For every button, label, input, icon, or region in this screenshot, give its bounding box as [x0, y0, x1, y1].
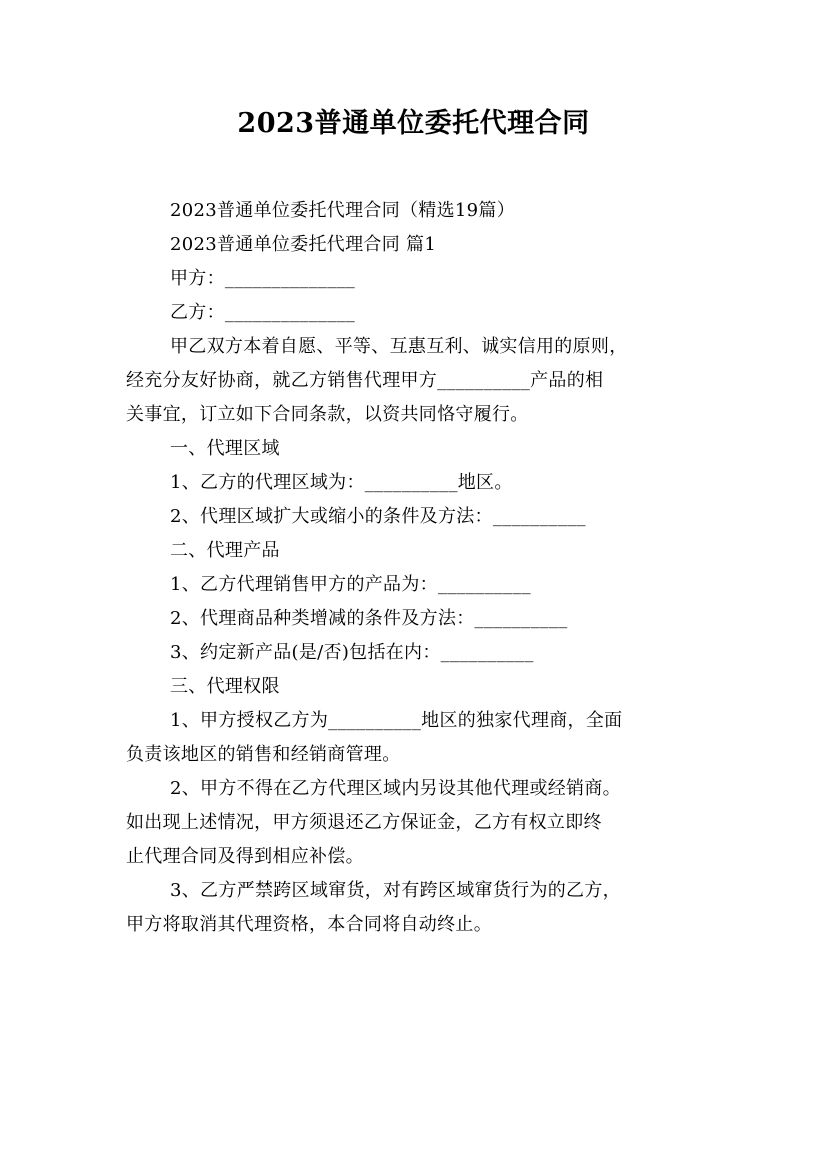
paragraph-line: 经充分友好协商，就乙方销售代理甲方__________产品的相	[126, 370, 604, 391]
document-body	[126, 194, 716, 942]
clause-line: 3、乙方严禁跨区域窜货，对有跨区域窜货行为的乙方，	[170, 880, 621, 901]
party-a-line: 甲方：______________	[170, 268, 356, 289]
party-b-line: 乙方：______________	[170, 302, 356, 323]
clause-line: 1、乙方的代理区域为：__________地区。	[170, 472, 513, 493]
clause-line: 甲方将取消其代理资格，本合同将自动终止。	[126, 914, 492, 935]
clause-line: 1、乙方代理销售甲方的产品为：__________	[170, 574, 531, 595]
clause-line: 3、约定新产品(是/否)包括在内：__________	[170, 642, 534, 663]
paragraph-line: 甲乙双方本着自愿、平等、互惠互利、诚实信用的原则，	[170, 336, 628, 357]
paragraph-line-subtitle: 2023普通单位委托代理合同（精选19篇）	[170, 200, 516, 221]
section-heading-region: 一、代理区域	[170, 438, 280, 459]
clause-line: 2、代理商品种类增减的条件及方法：__________	[170, 608, 568, 629]
clause-line: 如出现上述情况，甲方须退还乙方保证金，乙方有权立即终	[126, 812, 602, 833]
clause-line: 负责该地区的销售和经销商管理。	[126, 744, 401, 765]
section-heading-products: 二、代理产品	[170, 540, 280, 561]
clause-line: 2、甲方不得在乙方代理区域内另设其他代理或经销商。	[170, 778, 621, 799]
paragraph-line-section-heading: 2023普通单位委托代理合同 篇1	[170, 234, 437, 255]
clause-line: 2、代理区域扩大或缩小的条件及方法：__________	[170, 506, 586, 527]
clause-line: 止代理合同及得到相应补偿。	[126, 846, 364, 867]
clause-line: 1、甲方授权乙方为__________地区的独家代理商，全面	[170, 710, 623, 731]
section-heading-authority: 三、代理权限	[170, 676, 280, 697]
paragraph-line: 关事宜，订立如下合同条款，以资共同恪守履行。	[126, 404, 529, 425]
document-title: 2023普通单位委托代理合同	[237, 108, 590, 139]
